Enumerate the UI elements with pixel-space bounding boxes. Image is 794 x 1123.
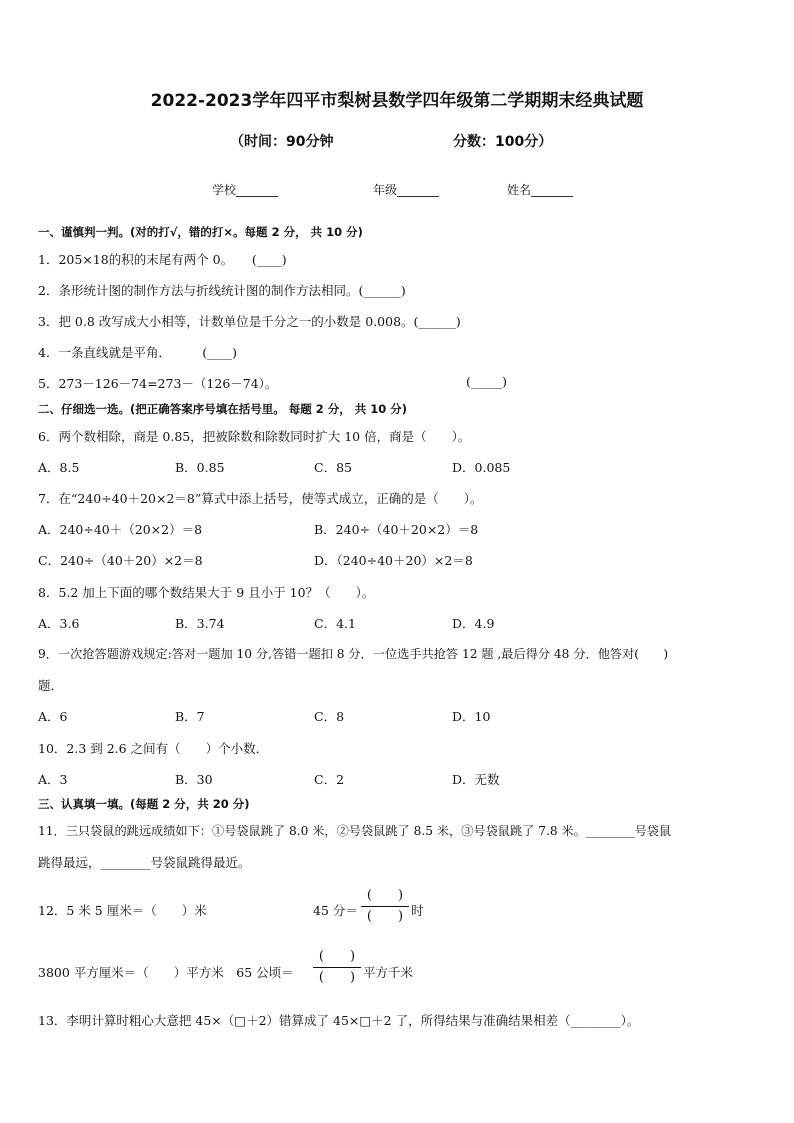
question-12-c: 3800 平方厘米＝（ ）平方米 65 公顷＝ [38, 965, 294, 980]
fraction-km2-numerator: ( ) [318, 949, 356, 964]
q8-option-d: D．4.9 [452, 616, 495, 631]
name-field: 姓名_______ [507, 183, 574, 197]
question-11-line-2: 跳得最远，________号袋鼠跳得最近。 [38, 855, 251, 870]
q9-option-b: B．7 [175, 709, 205, 724]
q9-option-c: C．8 [314, 709, 345, 724]
q6-option-c: C．85 [314, 460, 352, 475]
grade-field: 年级_______ [373, 183, 440, 197]
school-field: 学校_______ [212, 183, 279, 197]
fraction-hours-numerator: ( ) [366, 888, 404, 903]
question-10: 10．2.3 到 2.6 之间有（ ）个小数． [38, 741, 269, 756]
q8-option-a: A．3.6 [38, 616, 80, 631]
question-11-line-1: 11．三只袋鼠的跳远成绩如下：①号袋鼠跳了 8.0 米，②号袋鼠跳了 8.5 米，③号袋鼠跳了 7.8 米。________号袋鼠 [38, 824, 672, 838]
exam-title: 2022-2023学年四平市梨树县数学四年级第二学期期末经典试题 [150, 91, 644, 111]
fraction-hours-denominator: ( ) [366, 909, 404, 924]
section-2-heading: 二、仔细选一选。(把正确答案序号填在括号里。 每题 2 分， 共 10 分) [38, 402, 408, 416]
question-2: 2．条形统计图的制作方法与折线统计图的制作方法相同。(______) [38, 283, 406, 298]
q9-option-a: A．6 [38, 709, 68, 724]
question-9-line-2: 题． [38, 678, 64, 693]
question-7: 7．在“240÷40＋20×2＝8”算式中添上括号，使等式成立，正确的是（ ）。 [38, 491, 483, 506]
q7-option-a: A．240÷40＋（20×2）＝8 [38, 522, 203, 537]
q6-option-a: A．8.5 [38, 460, 80, 475]
question-5-blank: (_____) [466, 374, 508, 389]
question-13: 13．李明计算时粗心大意把 45×（□＋2）错算成了 45×□＋2 了，所得结果与准确结果相差（________）。 [38, 1013, 640, 1028]
question-12-a: 12．5 米 5 厘米＝（ ）米 [38, 903, 207, 918]
question-6: 6．两个数相除，商是 0.85，把被除数和除数同时扩大 10 倍，商是（ ）。 [38, 429, 471, 444]
fraction-hours [361, 887, 409, 926]
q9-option-d: D．10 [452, 709, 491, 724]
question-12-b-unit: 时 [411, 903, 424, 918]
q8-option-c: C．4.1 [314, 616, 356, 631]
question-1: 1．205×18的积的末尾有两个 0。 (____) [38, 252, 287, 267]
question-4: 4．一条直线就是平角． (____) [38, 345, 237, 360]
q7-option-b: B．240÷（40＋20×2）＝8 [314, 522, 479, 537]
q6-option-d: D．0.085 [452, 460, 511, 475]
q10-option-a: A．3 [38, 772, 68, 787]
exam-score: 分数：100分） [453, 134, 553, 150]
q6-option-b: B．0.85 [175, 460, 225, 475]
q8-option-b: B．3.74 [175, 616, 225, 631]
exam-time: （时间：90分钟 [230, 134, 334, 150]
question-12-b: 45 分＝ [313, 903, 358, 918]
question-9-line-1: 9．一次抢答题游戏规定:答对一题加 10 分,答错一题扣 8 分．一位选手共抢答 12 题 ,最后得分 48 分．他答对( ) [38, 647, 669, 661]
q7-option-c: C．240÷（40＋20）×2＝8 [38, 553, 203, 568]
question-12-c-unit: 平方千米 [363, 965, 414, 980]
fraction-hours-bar [361, 906, 409, 907]
question-5: 5．273－126－74=273－（126－74）。 [38, 376, 278, 391]
fraction-km2-bar [313, 967, 361, 968]
fraction-km2-denominator: ( ) [318, 970, 356, 985]
section-1-heading: 一、谨慎判一判。(对的打√，错的打×。每题 2 分， 共 10 分) [38, 225, 363, 239]
q10-option-b: B．30 [175, 772, 213, 787]
q10-option-c: C．2 [314, 772, 345, 787]
question-8: 8．5.2 加上下面的哪个数结果大于 9 且小于 10？（ ）。 [38, 585, 375, 600]
question-3: 3．把 0.8 改写成大小相等，计数单位是千分之一的小数是 0.008。(______) [38, 314, 461, 329]
q7-option-d: D．（240÷40＋20）×2＝8 [314, 553, 473, 568]
fraction-km2 [313, 948, 361, 987]
section-3-heading: 三、认真填一填。(每题 2 分，共 20 分) [38, 797, 250, 811]
q10-option-d: D．无数 [452, 772, 500, 787]
